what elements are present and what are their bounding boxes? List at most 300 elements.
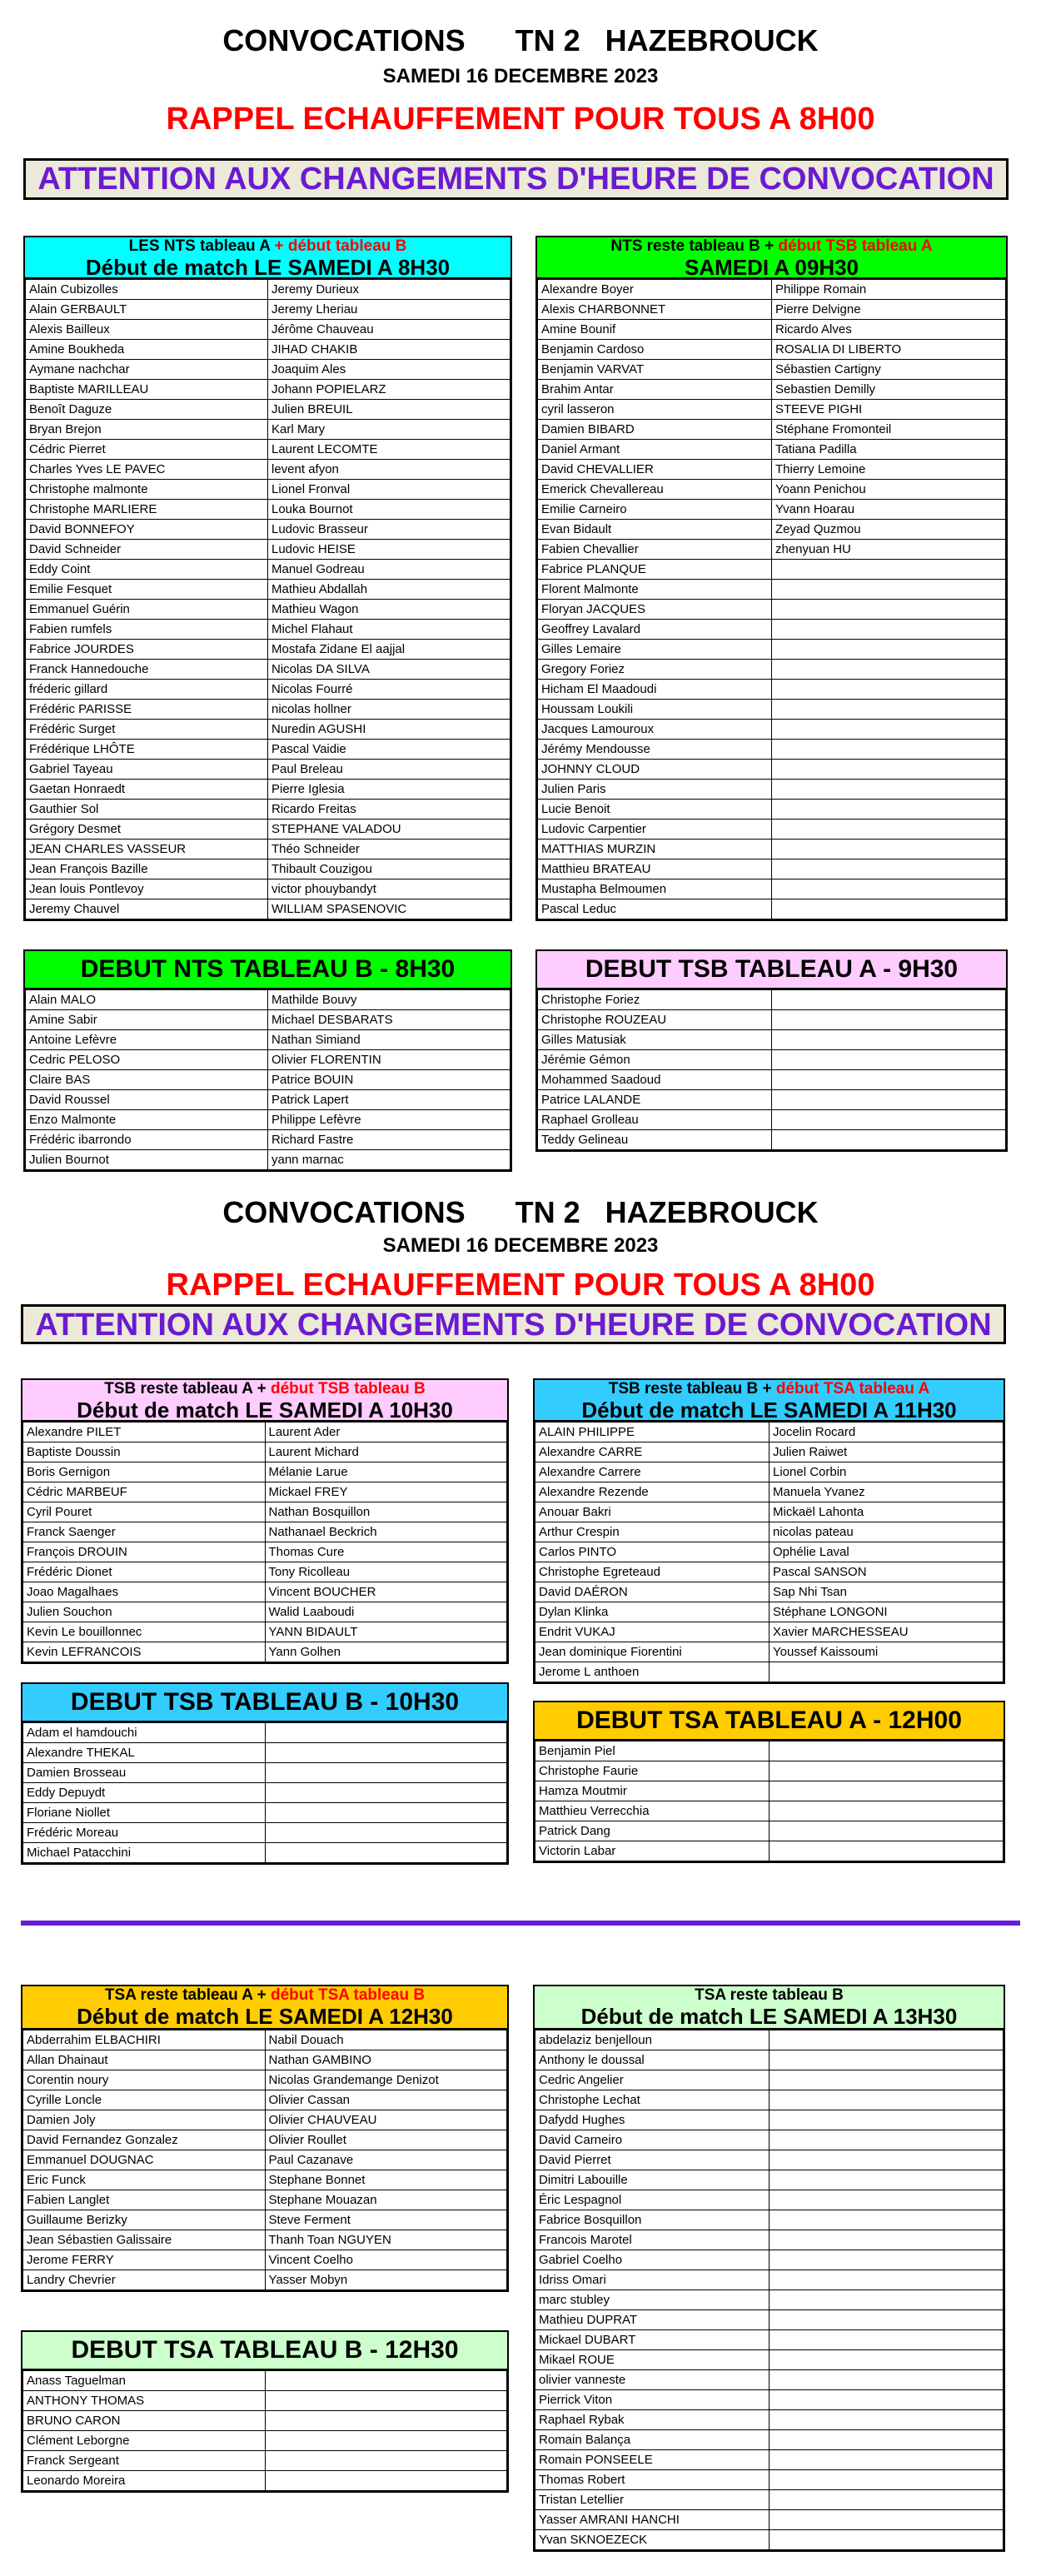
table-row: [23, 1482, 507, 1502]
player-name-cell: [772, 1010, 1006, 1030]
player-name-cell: Frédéric ibarrondo: [26, 1130, 268, 1150]
player-name-cell: [265, 2371, 507, 2391]
table-row: [538, 440, 1006, 460]
table-row: [535, 2090, 1004, 2110]
player-name-cell: [772, 800, 1006, 820]
player-name-cell: [770, 2090, 1004, 2110]
table-row: [23, 2070, 507, 2090]
player-table: [535, 1741, 1004, 1861]
table-row: [538, 760, 1006, 780]
player-name-cell: [770, 2290, 1004, 2310]
player-name-cell: David BONNEFOY: [26, 520, 268, 540]
player-name-cell: [772, 780, 1006, 800]
player-name-cell: Christophe Lechat: [535, 2090, 770, 2110]
player-name-cell: David DAÉRON: [535, 1582, 770, 1602]
player-name-cell: Jérémie Gémon: [538, 1050, 772, 1070]
player-name-cell: [265, 1763, 507, 1783]
page-title: CONVOCATIONS TN 2 HAZEBROUCK: [222, 23, 819, 57]
player-name-cell: Cédric MARBEUF: [23, 1482, 266, 1502]
player-name-cell: Jérôme Chauveau: [268, 320, 511, 340]
player-name-cell: Yasser Mobyn: [265, 2270, 507, 2290]
table-row: [535, 1801, 1004, 1821]
table-row: [535, 1642, 1004, 1662]
player-name-cell: Dafydd Hughes: [535, 2110, 770, 2130]
player-name-cell: [772, 990, 1006, 1010]
player-table: [22, 2030, 507, 2290]
table-row: [26, 500, 511, 520]
table-row: [535, 2430, 1004, 2450]
header-line2: Début de match LE SAMEDI A 12H30: [77, 2004, 453, 2029]
table-row: [535, 2330, 1004, 2350]
table-row: [538, 600, 1006, 620]
player-name-cell: [265, 2471, 507, 2491]
table-row: [538, 320, 1006, 340]
player-name-cell: Frédéric Moreau: [23, 1823, 266, 1843]
table-row: [23, 1823, 507, 1843]
table-row: [538, 580, 1006, 600]
player-name-cell: Eddy Depuydt: [23, 1783, 266, 1803]
player-name-cell: Pierre Iglesia: [268, 780, 511, 800]
player-table: [537, 989, 1006, 1150]
table-row: [538, 1090, 1006, 1110]
table-row: [23, 2431, 507, 2451]
player-name-cell: Lionel Corbin: [770, 1462, 1004, 1482]
player-name-cell: François DROUIN: [23, 1542, 266, 1562]
player-name-cell: [770, 2390, 1004, 2410]
player-name-cell: Nathan Bosquillon: [265, 1502, 507, 1522]
player-name-cell: [770, 1662, 1004, 1682]
player-name-cell: STEPHANE VALADOU: [268, 820, 511, 840]
player-name-cell: Fabrice JOURDES: [26, 640, 268, 660]
table-row: [26, 640, 511, 660]
player-name-cell: Emmanuel DOUGNAC: [23, 2150, 266, 2170]
table-row: [538, 990, 1006, 1010]
table-row: [538, 899, 1006, 919]
player-name-cell: [772, 1030, 1006, 1050]
player-name-cell: Yvann Hoarau: [772, 500, 1006, 520]
player-name-cell: Hicham El Maadoudi: [538, 680, 772, 700]
table-row: [26, 720, 511, 740]
table-row: [538, 859, 1006, 879]
player-name-cell: Christophe MARLIERE: [26, 500, 268, 520]
header-line2: Début de match LE SAMEDI A 10H30: [77, 1398, 453, 1423]
player-name-cell: Jean dominique Fiorentini: [535, 1642, 770, 1662]
block-header: DEBUT TSB TABLEAU B - 10H30: [22, 1684, 507, 1722]
player-name-cell: Carlos PINTO: [535, 1542, 770, 1562]
table-row: [535, 1502, 1004, 1522]
player-name-cell: Nabil Douach: [265, 2030, 507, 2050]
player-name-cell: Pascal Vaidie: [268, 740, 511, 760]
player-name-cell: [770, 2050, 1004, 2070]
player-name-cell: Matthieu Verrecchia: [535, 1801, 770, 1821]
table-row: [535, 2270, 1004, 2290]
player-name-cell: [772, 580, 1006, 600]
page-date: SAMEDI 16 DECEMBRE 2023: [382, 65, 659, 87]
player-name-cell: [770, 2130, 1004, 2150]
player-name-cell: [265, 1803, 507, 1823]
player-table: [537, 279, 1006, 919]
player-name-cell: Alexis Bailleux: [26, 320, 268, 340]
player-name-cell: Olivier FLORENTIN: [268, 1050, 511, 1070]
table-row: [23, 2371, 507, 2391]
player-name-cell: [772, 1130, 1006, 1150]
table-row: [535, 2510, 1004, 2530]
player-name-cell: Nicolas DA SILVA: [268, 660, 511, 680]
player-name-cell: Allan Dhainaut: [23, 2050, 266, 2070]
player-name-cell: [772, 820, 1006, 840]
player-name-cell: JOHNNY CLOUD: [538, 760, 772, 780]
table-row: [538, 620, 1006, 640]
table-row: [538, 340, 1006, 360]
header-line1-red: début TSA tableau B: [270, 1986, 426, 2004]
table-row: [26, 360, 511, 380]
player-name-cell: Benjamin Cardoso: [538, 340, 772, 360]
player-name-cell: [770, 2510, 1004, 2530]
player-name-cell: Idriss Omari: [535, 2270, 770, 2290]
player-name-cell: Joaquim Ales: [268, 360, 511, 380]
player-name-cell: nicolas hollner: [268, 700, 511, 720]
player-name-cell: Mathieu Abdallah: [268, 580, 511, 600]
player-name-cell: [770, 1781, 1004, 1801]
player-name-cell: Mickaël Lahonta: [770, 1502, 1004, 1522]
player-name-cell: Boris Gernigon: [23, 1462, 266, 1482]
header-line1: NTS reste tableau B +: [610, 237, 779, 255]
player-name-cell: Michael DESBARATS: [268, 1010, 511, 1030]
table-row: [26, 1130, 511, 1150]
table-row: [538, 800, 1006, 820]
player-name-cell: Thomas Cure: [265, 1542, 507, 1562]
player-name-cell: Nuredin AGUSHI: [268, 720, 511, 740]
player-name-cell: Damien Joly: [23, 2110, 266, 2130]
player-name-cell: Ricardo Freitas: [268, 800, 511, 820]
player-name-cell: Johann POPIELARZ: [268, 380, 511, 400]
player-name-cell: abdelaziz benjelloun: [535, 2030, 770, 2050]
player-name-cell: [265, 2451, 507, 2471]
player-name-cell: Anass Taguelman: [23, 2371, 266, 2391]
player-name-cell: Laurent Ader: [265, 1423, 507, 1442]
player-name-cell: Ludovic Brasseur: [268, 520, 511, 540]
player-name-cell: Gaetan Honraedt: [26, 780, 268, 800]
player-name-cell: [770, 2150, 1004, 2170]
player-name-cell: Frédéric PARISSE: [26, 700, 268, 720]
player-name-cell: Richard Fastre: [268, 1130, 511, 1150]
block-header: [22, 1986, 507, 2030]
player-name-cell: Fabrice Bosquillon: [535, 2210, 770, 2230]
table-row: [26, 1110, 511, 1130]
table-row: [535, 2450, 1004, 2470]
player-name-cell: David Fernandez Gonzalez: [23, 2130, 266, 2150]
player-table: [22, 1422, 507, 1662]
player-name-cell: Cyril Pouret: [23, 1502, 266, 1522]
table-row: [23, 1462, 507, 1482]
player-name-cell: [770, 1801, 1004, 1821]
player-name-cell: Éric Lespagnol: [535, 2190, 770, 2210]
table-row: [535, 1821, 1004, 1841]
player-name-cell: Julien Souchon: [23, 1602, 266, 1622]
player-name-cell: Corentin noury: [23, 2070, 266, 2090]
table-row: [26, 280, 511, 300]
table-row: [535, 2050, 1004, 2070]
player-table: [22, 1722, 507, 1863]
page-title-2: CONVOCATIONS TN 2 HAZEBROUCK: [222, 1195, 819, 1229]
player-name-cell: Patrice LALANDE: [538, 1090, 772, 1110]
player-name-cell: David Pierret: [535, 2150, 770, 2170]
block-debut-tsb-tableau-a: [535, 949, 1008, 1152]
block-tsb-reste-tableau-a: [21, 1378, 509, 1664]
player-name-cell: Landry Chevrier: [23, 2270, 266, 2290]
player-name-cell: Julien BREUIL: [268, 400, 511, 420]
player-name-cell: Philippe Romain: [772, 280, 1006, 300]
table-row: [535, 2190, 1004, 2210]
player-name-cell: Bryan Brejon: [26, 420, 268, 440]
table-row: [26, 620, 511, 640]
table-row: [538, 1050, 1006, 1070]
block-header: DEBUT TSB TABLEAU A - 9H30: [537, 951, 1006, 989]
player-name-cell: [770, 2110, 1004, 2130]
player-name-cell: Manuel Godreau: [268, 560, 511, 580]
table-row: [535, 2230, 1004, 2250]
table-row: [23, 1542, 507, 1562]
table-row: [535, 2290, 1004, 2310]
player-name-cell: zhenyuan HU: [772, 540, 1006, 560]
player-name-cell: [772, 760, 1006, 780]
table-row: [23, 1763, 507, 1783]
table-row: [538, 660, 1006, 680]
table-row: [535, 1562, 1004, 1582]
table-row: [535, 2170, 1004, 2190]
block-header: DEBUT TSA TABLEAU A - 12H00: [535, 1702, 1004, 1741]
player-name-cell: Jean François Bazille: [26, 859, 268, 879]
player-name-cell: Pascal Leduc: [538, 899, 772, 919]
table-row: [535, 2110, 1004, 2130]
table-row: [538, 720, 1006, 740]
player-name-cell: Nathanael Beckrich: [265, 1522, 507, 1542]
player-name-cell: Nathan GAMBINO: [265, 2050, 507, 2070]
player-name-cell: Olivier Roullet: [265, 2130, 507, 2150]
table-row: [23, 1562, 507, 1582]
player-name-cell: Claire BAS: [26, 1070, 268, 1090]
table-row: [26, 859, 511, 879]
table-row: [26, 1050, 511, 1070]
table-row: [23, 2110, 507, 2130]
player-name-cell: [770, 2430, 1004, 2450]
player-name-cell: Nicolas Fourré: [268, 680, 511, 700]
table-row: [23, 2230, 507, 2250]
player-name-cell: [772, 640, 1006, 660]
player-name-cell: Thanh Toan NGUYEN: [265, 2230, 507, 2250]
player-name-cell: Jean louis Pontlevoy: [26, 879, 268, 899]
table-row: [535, 1423, 1004, 1442]
player-name-cell: Frédéric Surget: [26, 720, 268, 740]
player-name-cell: Ludovic Carpentier: [538, 820, 772, 840]
player-name-cell: ALAIN PHILIPPE: [535, 1423, 770, 1442]
table-row: [23, 2150, 507, 2170]
player-name-cell: [772, 1110, 1006, 1130]
player-name-cell: Leonardo Moreira: [23, 2471, 266, 2491]
player-name-cell: Xavier MARCHESSEAU: [770, 1622, 1004, 1642]
player-name-cell: Pascal SANSON: [770, 1562, 1004, 1582]
player-name-cell: Kevin LEFRANCOIS: [23, 1642, 266, 1662]
table-row: [535, 2530, 1004, 2550]
player-table: [535, 1422, 1004, 1682]
player-name-cell: YANN BIDAULT: [265, 1622, 507, 1642]
table-row: [535, 1442, 1004, 1462]
table-row: [23, 1442, 507, 1462]
table-row: [535, 1462, 1004, 1482]
table-row: [535, 2350, 1004, 2370]
player-name-cell: ANTHONY THOMAS: [23, 2391, 266, 2411]
player-name-cell: Christophe Faurie: [535, 1761, 770, 1781]
player-name-cell: [772, 700, 1006, 720]
table-row: [26, 1070, 511, 1090]
player-name-cell: Cyrille Loncle: [23, 2090, 266, 2110]
player-name-cell: Floriane Niollet: [23, 1803, 266, 1823]
table-row: [538, 280, 1006, 300]
player-name-cell: levent afyon: [268, 460, 511, 480]
header-line1: LES NTS tableau A: [128, 237, 275, 255]
header-line1: TSA reste tableau B: [695, 1986, 844, 2004]
player-name-cell: Anouar Bakri: [535, 1502, 770, 1522]
player-name-cell: Cedric PELOSO: [26, 1050, 268, 1070]
player-name-cell: [772, 1070, 1006, 1090]
table-row: [26, 400, 511, 420]
player-name-cell: [265, 2391, 507, 2411]
player-name-cell: Franck Hannedouche: [26, 660, 268, 680]
table-row: [535, 1781, 1004, 1801]
table-row: [538, 500, 1006, 520]
player-name-cell: Fabien Langlet: [23, 2190, 266, 2210]
player-name-cell: Patrice BOUIN: [268, 1070, 511, 1090]
player-name-cell: Sébastien Cartigny: [772, 360, 1006, 380]
attention-banner-2: ATTENTION AUX CHANGEMENTS D'HEURE DE CONVOCATION: [21, 1304, 1006, 1344]
player-name-cell: Laurent LECOMTE: [268, 440, 511, 460]
player-name-cell: Franck Sergeant: [23, 2451, 266, 2471]
player-name-cell: Benjamin VARVAT: [538, 360, 772, 380]
table-row: [538, 740, 1006, 760]
player-name-cell: olivier vanneste: [535, 2370, 770, 2390]
table-row: [23, 1602, 507, 1622]
player-name-cell: Michel Flahaut: [268, 620, 511, 640]
player-name-cell: Alexandre Carrere: [535, 1462, 770, 1482]
table-row: [535, 2030, 1004, 2050]
player-name-cell: [770, 1821, 1004, 1841]
player-name-cell: victor phouybandyt: [268, 879, 511, 899]
table-row: [535, 2210, 1004, 2230]
player-name-cell: marc stubley: [535, 2290, 770, 2310]
player-name-cell: [265, 2431, 507, 2451]
player-name-cell: Frédéric Dionet: [23, 1562, 266, 1582]
player-name-cell: [770, 2310, 1004, 2330]
player-name-cell: Joao Magalhaes: [23, 1582, 266, 1602]
player-name-cell: [770, 2530, 1004, 2550]
block-header: DEBUT NTS TABLEAU B - 8H30: [25, 951, 511, 989]
player-name-cell: Arthur Crespin: [535, 1522, 770, 1542]
player-name-cell: Sebastien Demilly: [772, 380, 1006, 400]
player-name-cell: Alexandre PILET: [23, 1423, 266, 1442]
player-name-cell: [772, 560, 1006, 580]
player-name-cell: [770, 2170, 1004, 2190]
player-name-cell: Aymane nachchar: [26, 360, 268, 380]
player-name-cell: Gilles Matusiak: [538, 1030, 772, 1050]
player-name-cell: Christophe ROUZEAU: [538, 1010, 772, 1030]
player-name-cell: Francois Marotel: [535, 2230, 770, 2250]
block-header: [537, 237, 1006, 279]
player-name-cell: Gregory Foriez: [538, 660, 772, 680]
player-name-cell: Paul Cazanave: [265, 2150, 507, 2170]
player-name-cell: Teddy Gelineau: [538, 1130, 772, 1150]
player-name-cell: Damien Brosseau: [23, 1763, 266, 1783]
player-name-cell: Fabien rumfels: [26, 620, 268, 640]
section-divider: [21, 1921, 1020, 1926]
player-name-cell: [770, 1741, 1004, 1761]
player-name-cell: Michael Patacchini: [23, 1843, 266, 1863]
table-row: [535, 2250, 1004, 2270]
player-name-cell: Alexis CHARBONNET: [538, 300, 772, 320]
player-name-cell: Stephane Bonnet: [265, 2170, 507, 2190]
table-row: [538, 640, 1006, 660]
player-name-cell: JIHAD CHAKIB: [268, 340, 511, 360]
player-table: [25, 279, 511, 919]
block-header: DEBUT TSA TABLEAU B - 12H30: [22, 2332, 507, 2370]
player-name-cell: Mostafa Zidane El aajjal: [268, 640, 511, 660]
player-name-cell: Mélanie Larue: [265, 1462, 507, 1482]
block-nts-tableau-a: [23, 236, 512, 921]
player-name-cell: David CHEVALLIER: [538, 460, 772, 480]
block-header: [535, 1986, 1004, 2030]
player-name-cell: [770, 2230, 1004, 2250]
table-row: [535, 2370, 1004, 2390]
player-name-cell: WILLIAM SPASENOVIC: [268, 899, 511, 919]
table-row: [538, 460, 1006, 480]
player-name-cell: [772, 720, 1006, 740]
header-line2: Début de match LE SAMEDI A 11H30: [581, 1398, 957, 1423]
player-name-cell: Théo Schneider: [268, 840, 511, 859]
block-debut-tsa-tableau-b: [21, 2330, 509, 2493]
table-row: [538, 300, 1006, 320]
table-row: [26, 660, 511, 680]
block-nts-reste-tableau-b: [535, 236, 1008, 921]
player-name-cell: Fabrice PLANQUE: [538, 560, 772, 580]
attention-banner: ATTENTION AUX CHANGEMENTS D'HEURE DE CONVOCATION: [23, 158, 1009, 200]
player-name-cell: [265, 1843, 507, 1863]
player-name-cell: Yann Golhen: [265, 1642, 507, 1662]
player-name-cell: Eric Funck: [23, 2170, 266, 2190]
table-row: [26, 820, 511, 840]
player-name-cell: Florent Malmonte: [538, 580, 772, 600]
player-name-cell: Yoann Penichou: [772, 480, 1006, 500]
player-name-cell: [770, 2490, 1004, 2510]
player-name-cell: Adam el hamdouchi: [23, 1723, 266, 1743]
player-name-cell: Cedric Angelier: [535, 2070, 770, 2090]
player-name-cell: Julien Raiwet: [770, 1442, 1004, 1462]
table-row: [26, 1010, 511, 1030]
player-name-cell: cyril lasseron: [538, 400, 772, 420]
table-row: [535, 2130, 1004, 2150]
player-name-cell: Damien BIBARD: [538, 420, 772, 440]
table-row: [23, 1843, 507, 1863]
table-row: [535, 2150, 1004, 2170]
table-row: [535, 2390, 1004, 2410]
player-name-cell: Yvan SKNOEZECK: [535, 2530, 770, 2550]
table-row: [23, 2451, 507, 2471]
table-row: [23, 2170, 507, 2190]
table-row: [23, 2050, 507, 2070]
table-row: [538, 360, 1006, 380]
player-name-cell: Laurent Michard: [265, 1442, 507, 1462]
table-row: [535, 2490, 1004, 2510]
player-name-cell: Amine Sabir: [26, 1010, 268, 1030]
block-debut-tsb-tableau-b: [21, 1682, 509, 1865]
